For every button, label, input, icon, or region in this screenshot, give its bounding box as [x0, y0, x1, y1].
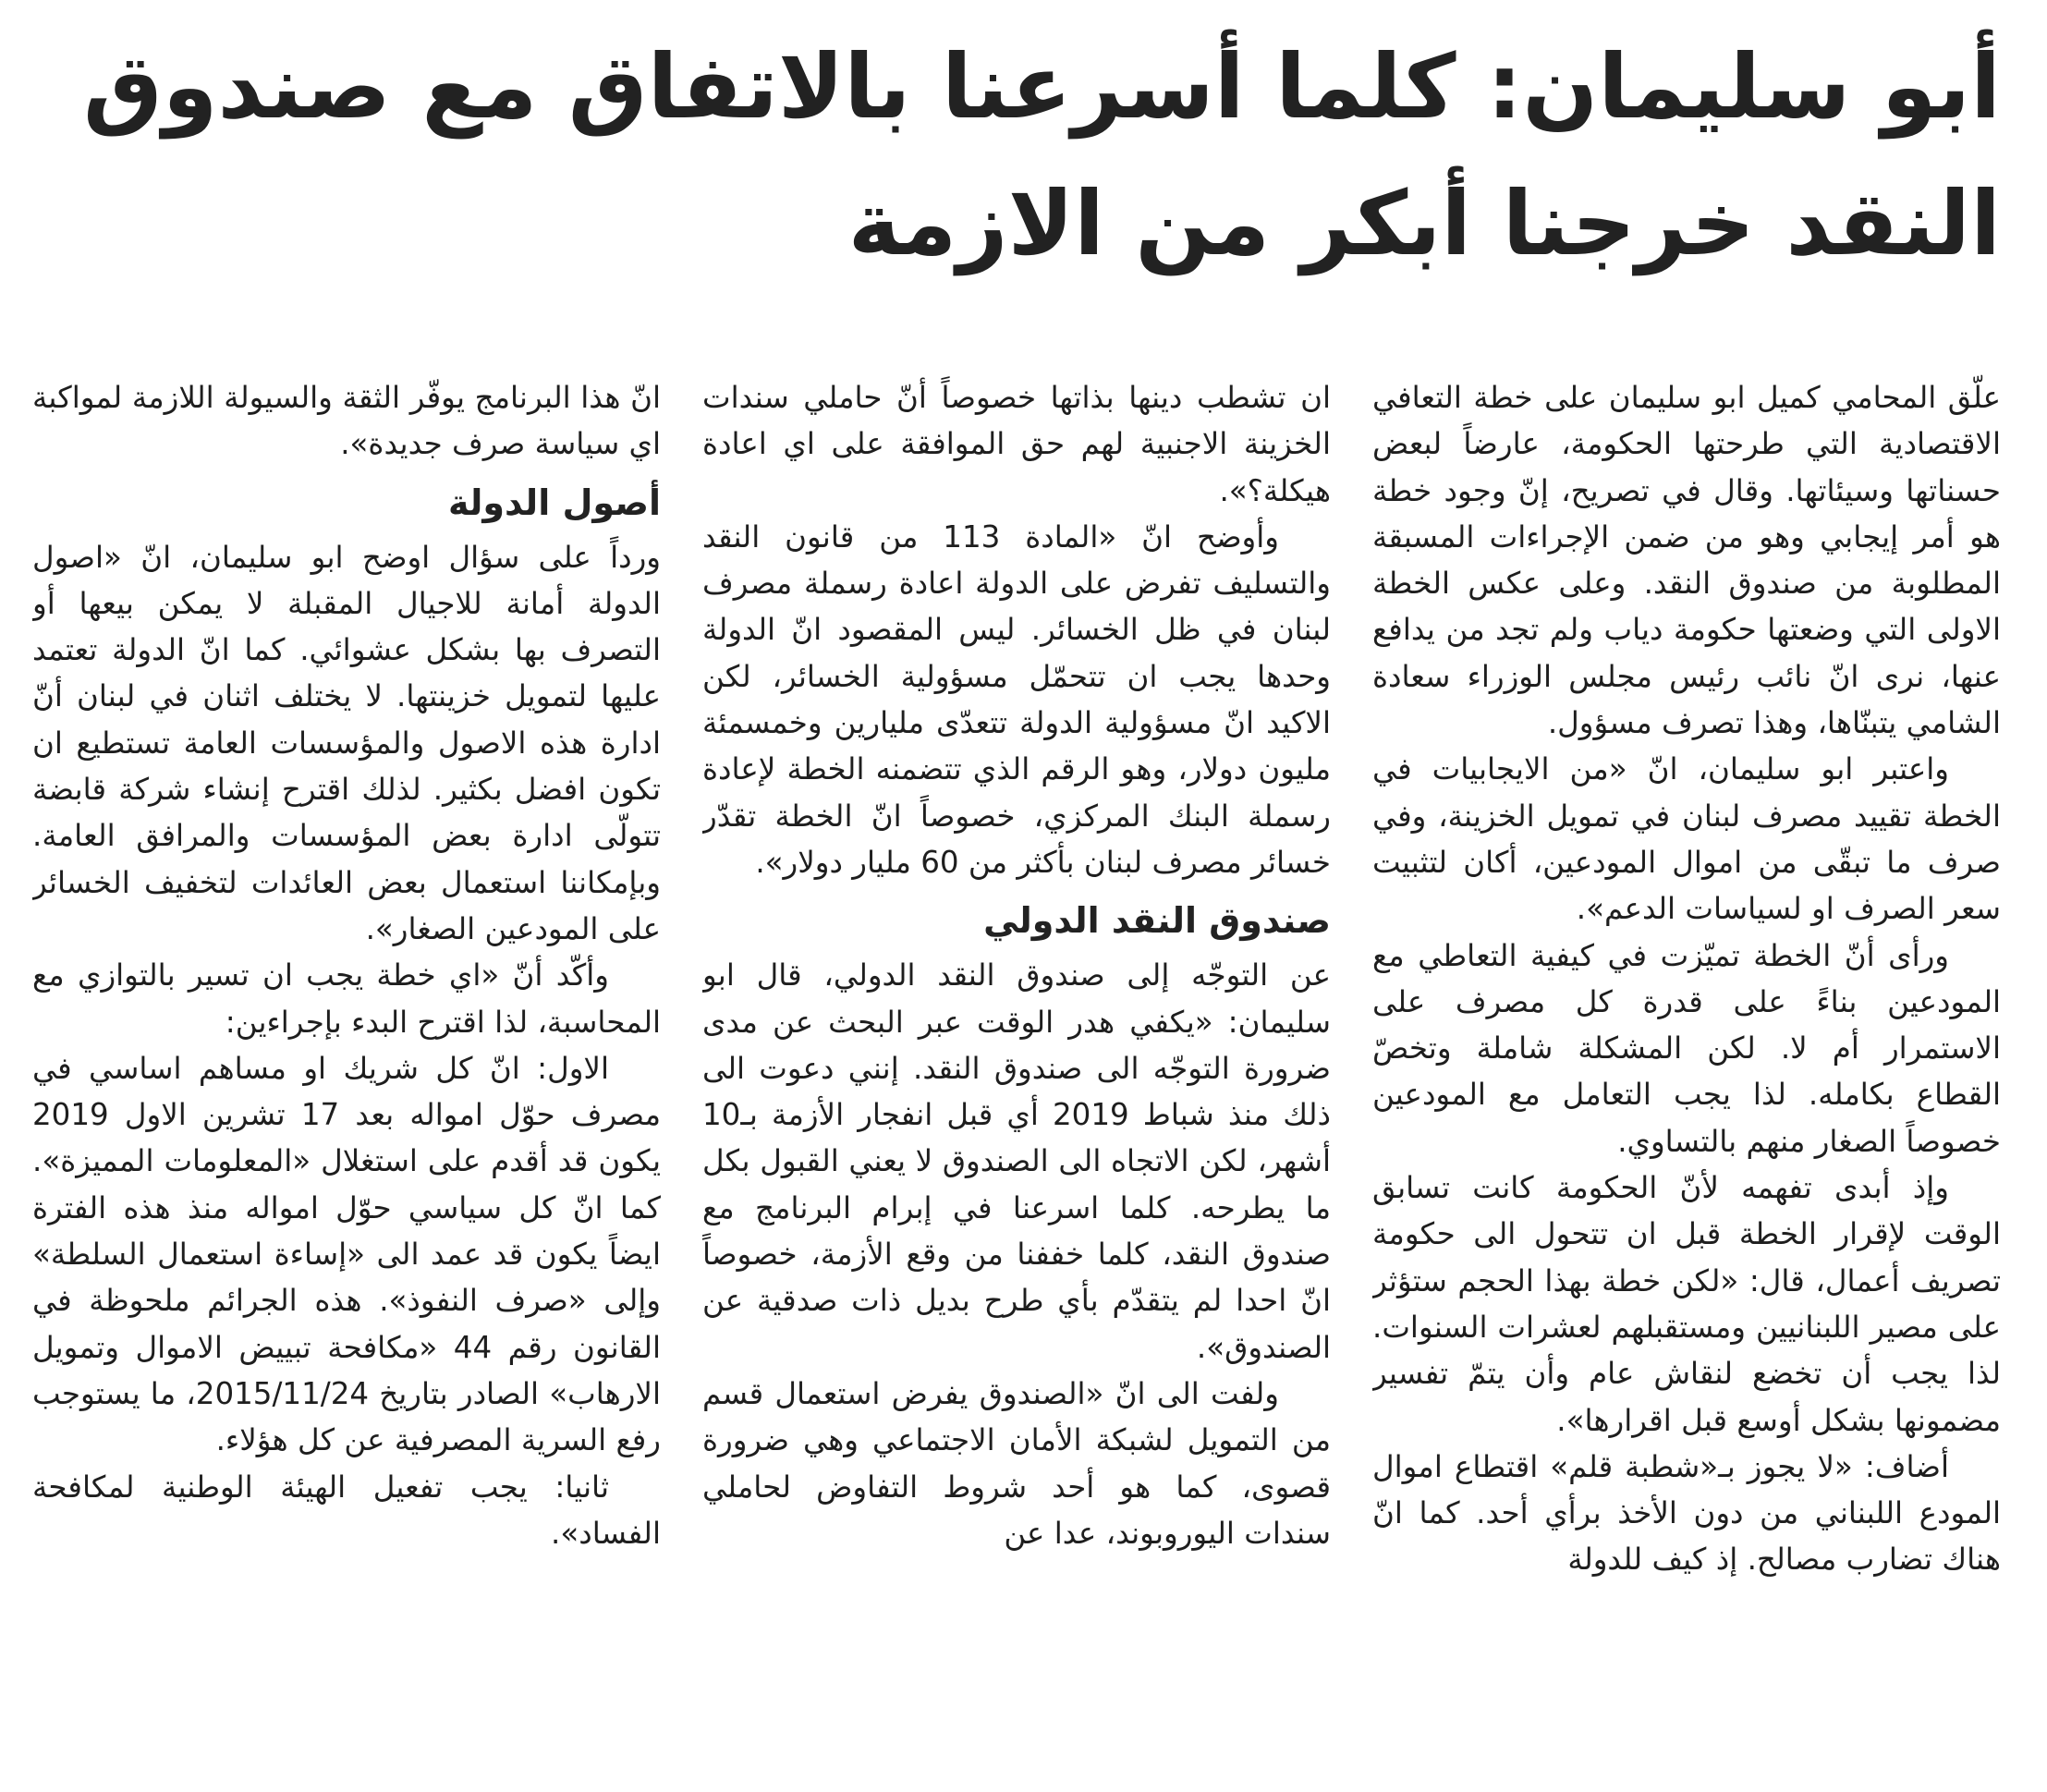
column-middle	[702, 374, 1331, 1742]
article-paragraph: علّق المحامي كميل ابو سليمان على خطة التعافي الاقتصادية التي طرحتها الحكومة، عارضاً لبعض حسناتها وسيئاتها. وقال في تصريح، إنّ وجود خطة هو أمر إيجابي وهو من ضمن الإجراءات المسبقة المطلوبة من صندوق النقد. وعلى عكس الخطة الاولى التي وضعتها حكومة دياب ولم تجد من يدافع عنها، نرى انّ نائب رئيس مجلس الوزراء سعادة الشامي يتبنّاها، وهذا تصرف مسؤول.	[1372, 380, 2001, 741]
section-heading: صندوق النقد الدولي	[983, 900, 1331, 942]
article-paragraph: الاول: انّ كل شريك او مساهم اساسي في مصرف حوّل امواله بعد 17 تشرين الاول 2019 يكون قد أقدم على استغلال «المعلومات المميزة». كما انّ كل سياسي حوّل امواله منذ هذه الفترة ايضاً يكون قد عمد الى «إساءة استعمال السلطة» وإلى «صرف النفوذ». هذه الجرائم ملحوظة في القانون رقم 44 «مكافحة تبييض الاموال وتمويل الارهاب» الصادر بتاريخ 2015/11/24، ما يستوجب رفع السرية المصرفية عن كل هؤلاء.	[32, 1050, 661, 1458]
article-paragraph: ثانيا: يجب تفعيل الهيئة الوطنية لمكافحة الفساد».	[32, 1469, 661, 1551]
article-paragraph: أضاف: «لا يجوز بـ«شطبة قلم» اقتطاع اموال المودع اللبناني من دون الأخذ برأي أحد. كما انّ هناك تضارب مصالح. إذ كيف للدولة	[1372, 1448, 2001, 1578]
article-columns	[32, 374, 2001, 1742]
column-left	[32, 374, 661, 1742]
section-heading: أصول الدولة	[448, 482, 661, 523]
article-paragraph: ان تشطب دينها بذاتها خصوصاً أنّ حاملي سندات الخزينة الاجنبية لهم حق الموافقة على اي اعادة هيكلة؟».	[702, 380, 1331, 508]
article-paragraph: واعتبر ابو سليمان، انّ «من الايجابيات في الخطة تقييد مصرف لبنان في تمويل الخزينة، وفي صرف ما تبقّى من اموال المودعين، أكان لتثبيت سعر الصرف او لسياسات الدعم».	[1372, 751, 2001, 927]
article-paragraph: انّ هذا البرنامج يوفّر الثقة والسيولة اللازمة لمواكبة اي سياسة صرف جديدة».	[32, 380, 661, 462]
article-paragraph: وأوضح انّ «المادة 113 من قانون النقد والتسليف تفرض على الدولة اعادة رسملة مصرف لبنان في ظل الخسائر. ليس المقصود انّ الدولة وحدها يجب ان تتحمّل مسؤولية الخسائر، لكن الاكيد انّ مسؤولية الدولة تتعدّى مليارين وخمسمئة مليون دولار، وهو الرقم الذي تتضمنه الخطة لإعادة رسملة البنك المركزي، خصوصاً انّ الخطة تقدّر خسائر مصرف لبنان بأكثر من 60 مليار دولار».	[702, 518, 1331, 880]
article-paragraph: عن التوجّه إلى صندوق النقد الدولي، قال ابو سليمان: «يكفي هدر الوقت عبر البحث عن مدى ضرورة التوجّه الى صندوق النقد. إنني دعوت الى ذلك منذ شباط 2019 أي قبل انفجار الأزمة بـ10 أشهر، لكن الاتجاه الى الصندوق لا يعني القبول بكل ما يطرحه. كلما اسرعنا في إبرام البرنامج مع صندوق النقد، كلما خففنا من وقع الأزمة، خصوصاً انّ احدا لم يتقدّم بأي طرح بديل ذات صدقية عن الصندوق».	[702, 957, 1331, 1365]
headline-line-1: أبو سليمان: كلما أسرعنا بالاتفاق مع صندوق	[83, 35, 2001, 139]
article-paragraph: ورأى أنّ الخطة تميّزت في كيفية التعاطي مع المودعين بناءً على قدرة كل مصرف على الاستمرار أم لا. لكن المشكلة شاملة وتخصّ القطاع بكامله. لذا يجب التعامل مع المودعين خصوصاً الصغار منهم بالتساوي.	[1372, 937, 2001, 1159]
article-paragraph: وأكّد أنّ «اي خطة يجب ان تسير بالتوازي مع المحاسبة، لذا اقترح البدء بإجراءين:	[32, 957, 661, 1040]
article-paragraph: ولفت الى انّ «الصندوق يفرض استعمال قسم من التمويل لشبكة الأمان الاجتماعي وهي ضرورة قصوى، كما هو أحد شروط التفاوض لحاملي سندات اليوروبوند، عدا عن	[702, 1375, 1331, 1551]
article-paragraph: ورداً على سؤال اوضح ابو سليمان، انّ «اصول الدولة أمانة للاجيال المقبلة لا يمكن بيعها أو التصرف بها بشكل عشوائي. كما انّ الدولة تعتمد عليها لتمويل خزينتها. لا يختلف اثنان في لبنان أنّ ادارة هذه الاصول والمؤسسات العامة تستطيع ان تكون افضل بكثير. لذلك اقترح إنشاء شركة قابضة تتولّى ادارة بعض المؤسسات والمرافق العامة. وبإمكاننا استعمال بعض العائدات لتخفيف الخسائر على المودعين الصغار».	[32, 539, 661, 946]
headline-line-2: النقد خرجنا أبكر من الازمة	[847, 172, 2001, 275]
column-right	[1372, 374, 2001, 1742]
article-paragraph: وإذ أبدى تفهمه لأنّ الحكومة كانت تسابق الوقت لإقرار الخطة قبل ان تتحول الى حكومة تصريف أعمال، قال: «لكن خطة بهذا الحجم ستؤثر على مصير اللبنانيين ومستقبلهم لعشرات السنوات. لذا يجب أن تخضع لنقاش عام وأن يتمّ تفسير مضمونها بشكل أوسع قبل اقرارها».	[1372, 1170, 2001, 1438]
article-headline	[42, 18, 2001, 292]
